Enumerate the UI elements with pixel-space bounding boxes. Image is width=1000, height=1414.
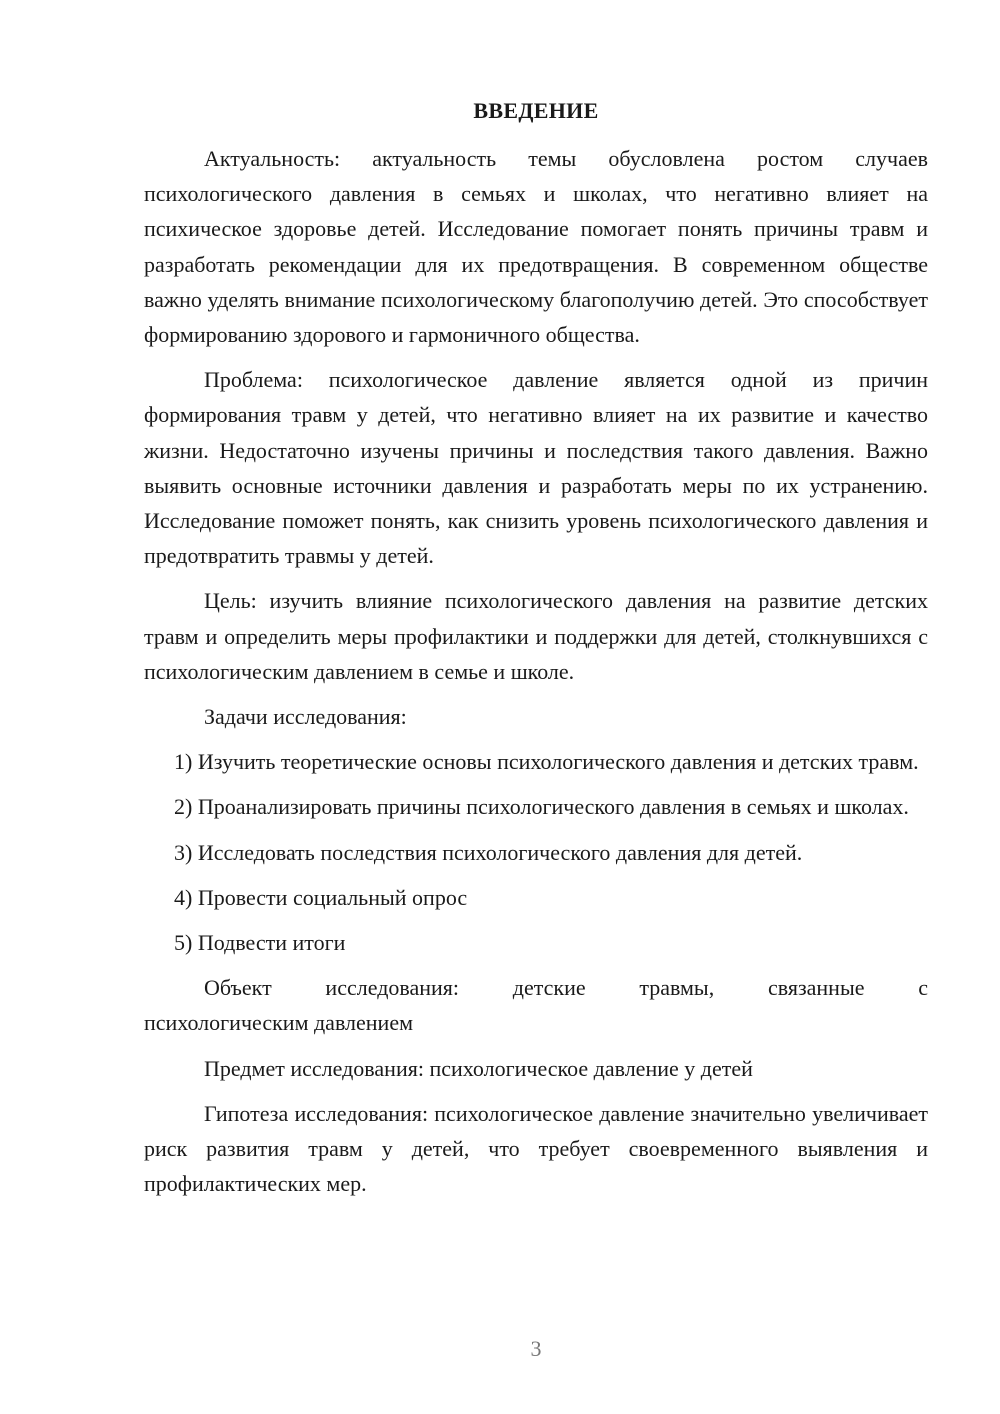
object-line-1: Объект исследования: детские травмы, связанные с — [204, 975, 928, 1001]
paragraph-tasks-heading: Задачи исследования: — [204, 704, 407, 730]
paragraph-relevance: Актуальность: актуальность темы обусловлена ростом случаев психологического давления в семьях и школах, что негативно влияет на психическое здоровье детей. Исследование помогает понять причины травм и разработать рекомендации для их предотвращения. В современном обществе важно уделять внимание психологическому благополучию детей. Это способствует формированию здорового и гармоничного общества. — [144, 146, 928, 348]
paragraph-goal: Цель: изучить влияние психологического давления на развитие детских травм и определить меры профилактики и поддержки для детей, столкнувшихся с психологическим давлением в семье и школе. — [144, 588, 928, 684]
task-item-3: 3) Исследовать последствия психологического давления для детей. — [174, 839, 803, 865]
paragraph-problem: Проблема: психологическое давление является одной из причин формирования травм у детей, что негативно влияет на их развитие и качество жизни. Недостаточно изучены причины и последствия такого давления. Важно выявить основные источники давления и разработать меры по их устранению. Исследование поможет понять, как снизить уровень психологического давления и предотвратить травмы у детей. — [144, 367, 928, 569]
task-item-1: 1) Изучить теоретические основы психологического давления и детских травм. — [174, 749, 919, 775]
task-item-4: 4) Провести социальный опрос — [174, 884, 468, 910]
task-item-2: 2) Проанализировать причины психологического давления в семьях и школах. — [174, 794, 909, 820]
object-line-2: психологическим давлением — [144, 1010, 414, 1036]
document-body — [144, 141, 928, 1211]
section-title: ВВЕДЕНИЕ — [473, 98, 599, 123]
task-item-5: 5) Подвести итоги — [174, 930, 346, 956]
paragraph-hypothesis: Гипотеза исследования: психологическое давление значительно увеличивает риск развития травм у детей, что требует своевременного выявления и профилактических мер. — [144, 1100, 928, 1197]
page-number: 3 — [530, 1336, 542, 1361]
paragraph-subject: Предмет исследования: психологическое давление у детей — [204, 1055, 753, 1081]
paragraph-object — [144, 970, 928, 1040]
